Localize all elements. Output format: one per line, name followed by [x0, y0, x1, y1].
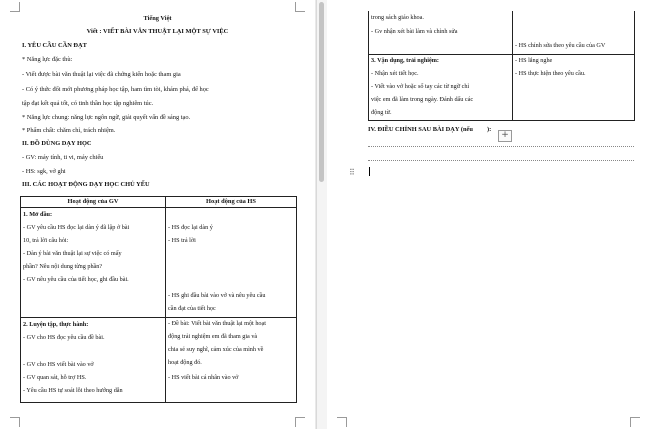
section-heading: II. ĐỒ DÙNG DẠY HỌC	[22, 140, 92, 147]
cell-text: - Viết vào vở hoặc sổ tay các từ ngữ chỉ	[371, 82, 470, 90]
header-gv: Hoạt động của GV	[67, 198, 119, 205]
text-line: * Năng lực đặc thù:	[22, 56, 73, 63]
text-line: - HS: sgk, vở ghi	[22, 168, 66, 175]
cell-text: - GV cho HS đọc yêu cầu đề bài.	[23, 334, 105, 341]
crop-mark	[295, 2, 305, 12]
cell-text: - GV quan sát, hỗ trợ HS.	[23, 374, 87, 381]
add-row-plus-icon[interactable]: +	[498, 130, 512, 142]
cell-text: trong sách giáo khoa.	[371, 14, 424, 21]
subject-heading: Tiếng Việt	[143, 15, 172, 22]
document-page-right[interactable]	[327, 0, 650, 429]
cell-text: - Gv nhận xét bài làm và chỉnh sửa	[371, 28, 458, 35]
drag-handle-icon[interactable]: ⠿	[349, 168, 355, 177]
text-line: * Năng lực chung: năng lực ngôn ngữ, giải quyết vấn đề sáng tạo.	[22, 114, 191, 121]
cell-text: - GV yêu cầu HS đọc lại dàn ý đã lập ở bài	[23, 224, 130, 231]
table-cell-hs[interactable]	[513, 11, 635, 54]
table-cell-gv[interactable]	[21, 318, 166, 403]
cell-text: chia sẻ suy nghĩ, cảm xúc của mình về	[168, 346, 264, 353]
cell-text: - Dàn ý bài văn thuật lại sự việc có mấy	[23, 250, 122, 257]
activity-table	[20, 196, 297, 403]
cell-text: - HS chỉnh sửa theo yêu cầu của GV	[515, 42, 606, 49]
table-header-cell	[166, 197, 297, 208]
document-page-left[interactable]	[0, 0, 315, 429]
table-cell-hs[interactable]	[513, 54, 635, 120]
crop-mark	[10, 2, 20, 12]
dotted-line	[368, 160, 634, 161]
cell-text: - Đề bài: Viết bài văn thuật lại một hoạt	[168, 320, 266, 327]
cell-text: phần? Nêu nội dung từng phần?	[23, 263, 103, 270]
activity-heading: 1. Mở đầu:	[23, 211, 53, 218]
cell-text: - Yêu cầu HS tự soát lỗi theo hướng dẫn	[23, 387, 123, 394]
table-header-cell	[21, 197, 166, 208]
cell-text: hoạt động đó.	[168, 359, 202, 366]
cell-text: - GV cho HS viết bài vào vở	[23, 361, 94, 368]
section-iv-suffix: ):	[486, 126, 492, 133]
crop-mark	[337, 417, 347, 427]
cell-text: động từ.	[371, 108, 392, 116]
text-line: * Phẩm chất: chăm chỉ, trách nhiệm.	[22, 127, 116, 134]
scrollbar-thumb[interactable]	[319, 2, 324, 182]
cell-text: - HS ghi đầu bài vào vở và nêu yêu cầu	[168, 292, 266, 299]
crop-mark	[10, 417, 20, 427]
lesson-title: Viết : VIẾT BÀI VĂN THUẬT LẠI MỘT SỰ VIỆC	[86, 28, 229, 35]
cell-text: - HS viết bài cá nhân vào vở	[168, 374, 239, 381]
text-line: - GV: máy tính, ti vi, máy chiếu	[22, 154, 104, 161]
cell-text: - HS đọc lại dàn ý	[168, 224, 213, 231]
cell-text: cần đạt của tiết học	[168, 305, 216, 312]
text-cursor	[369, 167, 370, 176]
table-cell-hs[interactable]	[166, 208, 297, 318]
cell-text: - HS thực hiện theo yêu cầu.	[515, 69, 586, 77]
header-hs: Hoạt động của HS	[206, 198, 256, 205]
table-cell-gv[interactable]	[369, 54, 513, 120]
activity-heading: 3. Vận dụng, trải nghiệm:	[371, 56, 439, 64]
section-heading: III. CÁC HOẠT ĐỘNG DẠY HỌC CHỦ YẾU	[22, 181, 150, 188]
text-line: tập đạt kết quả tốt, có tinh thần học tập nghiêm túc.	[22, 100, 154, 107]
cell-text: động trải nghiệm em đã tham gia và	[168, 333, 258, 340]
activity-heading: 2. Luyện tập, thực hành:	[23, 321, 89, 328]
cell-text: 10, trả lời câu hỏi:	[23, 237, 69, 244]
table-cell-gv[interactable]	[369, 11, 513, 54]
crop-mark	[295, 417, 305, 427]
cell-text: - GV nêu yêu cầu của tiết học, ghi đầu bài.	[23, 276, 129, 283]
cell-text: việc em đã làm trong ngày. Đánh dấu các	[371, 95, 474, 103]
text-line: - Có ý thức đổi mới phương pháp học tập, ham tìm tòi, khám phá, để học	[22, 86, 209, 93]
dotted-line	[368, 146, 634, 147]
cell-text: - HS trả lời	[168, 237, 196, 244]
cell-text: - HS lắng nghe	[515, 56, 553, 64]
cell-text: - Nhận xét tiết học.	[371, 69, 419, 77]
crop-mark	[630, 417, 640, 427]
section-iv-heading: IV. ĐIỀU CHỈNH SAU BÀI DẠY (nếu	[368, 126, 473, 133]
table-cell-gv[interactable]	[21, 208, 166, 318]
table-cell-hs[interactable]	[166, 318, 297, 403]
section-heading	[368, 126, 491, 134]
section-heading: I. YÊU CẦU CẦN ĐẠT	[22, 42, 87, 49]
activity-table-continued	[368, 11, 635, 121]
text-line: - Viết được bài văn thuật lại việc đã chứng kiến hoặc tham gia	[22, 71, 181, 78]
